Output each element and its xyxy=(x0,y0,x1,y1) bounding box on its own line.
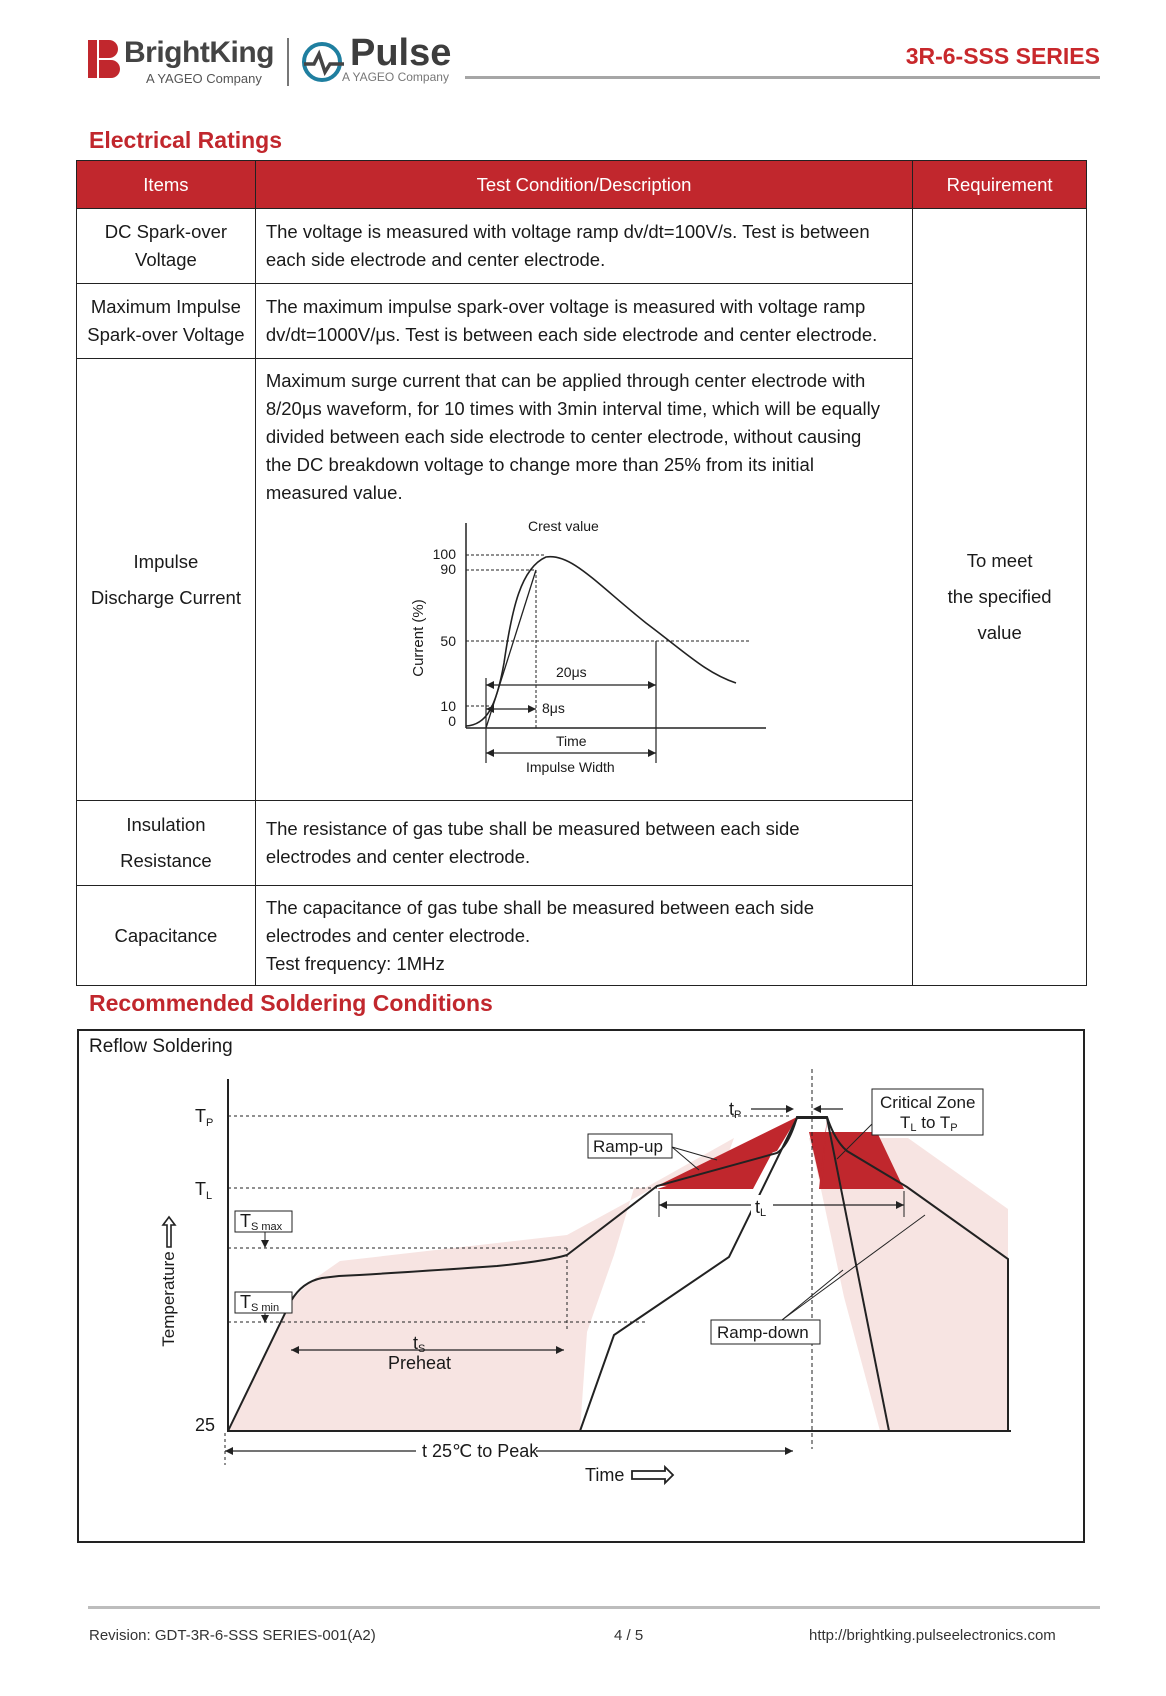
arrowhead xyxy=(486,749,494,757)
item-line: Resistance xyxy=(120,850,212,871)
front-time-line xyxy=(486,570,536,728)
requirement-line: To meet xyxy=(966,550,1033,571)
description-line: Maximum surge current that can be applied through center electrode with xyxy=(265,370,866,391)
ts-max-label: TS max xyxy=(240,1211,283,1233)
arrowhead xyxy=(786,1105,794,1113)
item-line: Insulation xyxy=(126,814,206,835)
item-cell xyxy=(77,886,256,986)
brand1-subtitle: A YAGEO Company xyxy=(146,71,262,86)
description-line: electrodes and center electrode. xyxy=(265,924,531,946)
description-cell xyxy=(255,359,912,801)
electrical-ratings-table xyxy=(76,160,1087,986)
tp-label: $T_P$ xyxy=(195,1106,214,1129)
arrowhead xyxy=(528,705,536,713)
preheat-label: Preheat xyxy=(388,1353,452,1373)
time-axis-label: Time xyxy=(585,1465,625,1485)
item-line: Discharge Current xyxy=(90,586,241,608)
requirement-line: value xyxy=(977,622,1022,643)
description-line: The resistance of gas tube shall be measured between each side xyxy=(265,818,800,839)
description-line: the DC breakdown voltage to change more than 25% from its initial xyxy=(265,454,814,475)
item-line: Capacitance xyxy=(114,924,218,946)
impulse-waveform-diagram xyxy=(396,513,776,783)
item-cell xyxy=(77,209,256,284)
arrowhead xyxy=(486,681,494,689)
label-8us: 8μs xyxy=(541,700,565,716)
pulse-mark-icon xyxy=(300,40,348,84)
impulse-width-label: Impulse Width xyxy=(525,759,615,775)
description-line: each side electrode and center electrode. xyxy=(265,249,606,270)
arrowhead xyxy=(813,1105,821,1113)
ts-label: tS xyxy=(413,1333,426,1355)
ramp-down-label: Ramp-down xyxy=(717,1323,809,1342)
arrowhead xyxy=(648,749,656,757)
footer-revision: Revision: GDT-3R-6-SSS SERIES-001(A2) xyxy=(89,1627,376,1644)
item-line: DC Spark-over xyxy=(104,221,228,242)
footer-page-number: 4 / 5 xyxy=(614,1627,644,1644)
table-row xyxy=(77,209,1087,284)
description-line: Test frequency: 1MHz xyxy=(265,952,445,974)
temperature-up-arrow-icon xyxy=(163,1217,175,1247)
arrowhead xyxy=(785,1447,793,1455)
brightking-mark-icon xyxy=(88,40,120,78)
description-line: electrodes and center electrode. xyxy=(265,846,531,867)
logo-divider xyxy=(287,38,289,86)
description-line: The voltage is measured with voltage ramp dv/dt=100V/s. Test is between xyxy=(265,221,870,242)
item-cell xyxy=(77,801,256,886)
footer-url[interactable]: http://brightking.pulseelectronics.com xyxy=(809,1627,1056,1644)
description-line: dv/dt=1000V/μs. Test is between each side electrode and center electrode. xyxy=(265,324,878,345)
requirement-line: the specified xyxy=(947,586,1052,607)
reflow-profile-diagram xyxy=(77,1029,1085,1543)
critical-zone-range: TL to TP xyxy=(900,1113,958,1134)
tp-time-label: tP xyxy=(729,1099,742,1121)
tl-label: $T_L$ xyxy=(195,1179,213,1202)
description-line: 8/20μs waveform, for 10 times with 3min interval time, which will be equally xyxy=(265,398,881,419)
time-right-arrow-icon xyxy=(632,1467,673,1483)
t25-label: 25 xyxy=(195,1415,216,1435)
brand2-name: Pulse xyxy=(350,32,452,74)
description-line: The capacitance of gas tube shall be measured between each side xyxy=(265,896,814,918)
description-cell xyxy=(255,209,912,284)
description-cell xyxy=(255,801,912,886)
description-line: divided between each side electrode to center electrode, without causing xyxy=(265,426,862,447)
critical-zone-label: Critical Zone xyxy=(880,1093,976,1112)
y-tick-50: 50 xyxy=(440,633,456,649)
description-line: The maximum impulse spark-over voltage is measured with voltage ramp xyxy=(265,296,866,317)
t25-to-peak-label: t 25℃ to Peak xyxy=(422,1441,539,1461)
ramp-up-label: Ramp-up xyxy=(593,1137,663,1156)
item-line: Impulse xyxy=(133,550,199,572)
arrowhead xyxy=(225,1447,233,1455)
reflow-soldering-title: Reflow Soldering xyxy=(89,1036,233,1057)
y-tick-100: 100 xyxy=(432,546,456,562)
item-line: Voltage xyxy=(135,249,197,270)
requirement-cell xyxy=(913,209,1087,986)
ramp-down-pointer xyxy=(782,1270,843,1320)
series-title: 3R-6-SSS SERIES xyxy=(905,43,1100,69)
waveform-time-label: Time xyxy=(555,733,587,749)
item-cell xyxy=(77,359,256,801)
temperature-axis-label: Temperature xyxy=(159,1251,178,1347)
waveform-y-label: Current (%) xyxy=(409,599,427,677)
brand1-name: BrightKing xyxy=(124,36,274,69)
y-tick-10: 10 xyxy=(440,698,456,714)
y-tick-90: 90 xyxy=(440,561,456,577)
column-header-requirement: Requirement xyxy=(913,161,1087,209)
brand2-subtitle: A YAGEO Company xyxy=(342,70,449,84)
item-line: Spark-over Voltage xyxy=(87,324,245,345)
item-cell xyxy=(77,284,256,359)
column-header-test-condition: Test Condition/Description xyxy=(255,161,912,209)
electrical-ratings-heading: Electrical Ratings xyxy=(89,127,283,153)
arrowhead xyxy=(648,681,656,689)
tl-time-label: tL xyxy=(755,1197,767,1219)
item-line: Maximum Impulse xyxy=(90,296,241,317)
arrowhead xyxy=(261,1315,269,1323)
arrowhead xyxy=(261,1240,269,1248)
arrowhead xyxy=(659,1201,667,1209)
table-header-row xyxy=(77,161,1087,209)
footer-rule xyxy=(88,1606,1100,1609)
label-20us: 20μs xyxy=(555,664,587,680)
soldering-heading: Recommended Soldering Conditions xyxy=(89,990,493,1016)
description-cell xyxy=(255,886,912,986)
column-header-items: Items xyxy=(77,161,256,209)
description-line: measured value. xyxy=(265,482,403,503)
crest-value-label: Crest value xyxy=(527,518,599,534)
preheat-zone-fill xyxy=(228,1138,734,1431)
y-tick-0: 0 xyxy=(448,713,456,729)
ts-min-label: TS min xyxy=(240,1292,280,1314)
header-rule xyxy=(465,76,1100,79)
description-cell xyxy=(255,284,912,359)
